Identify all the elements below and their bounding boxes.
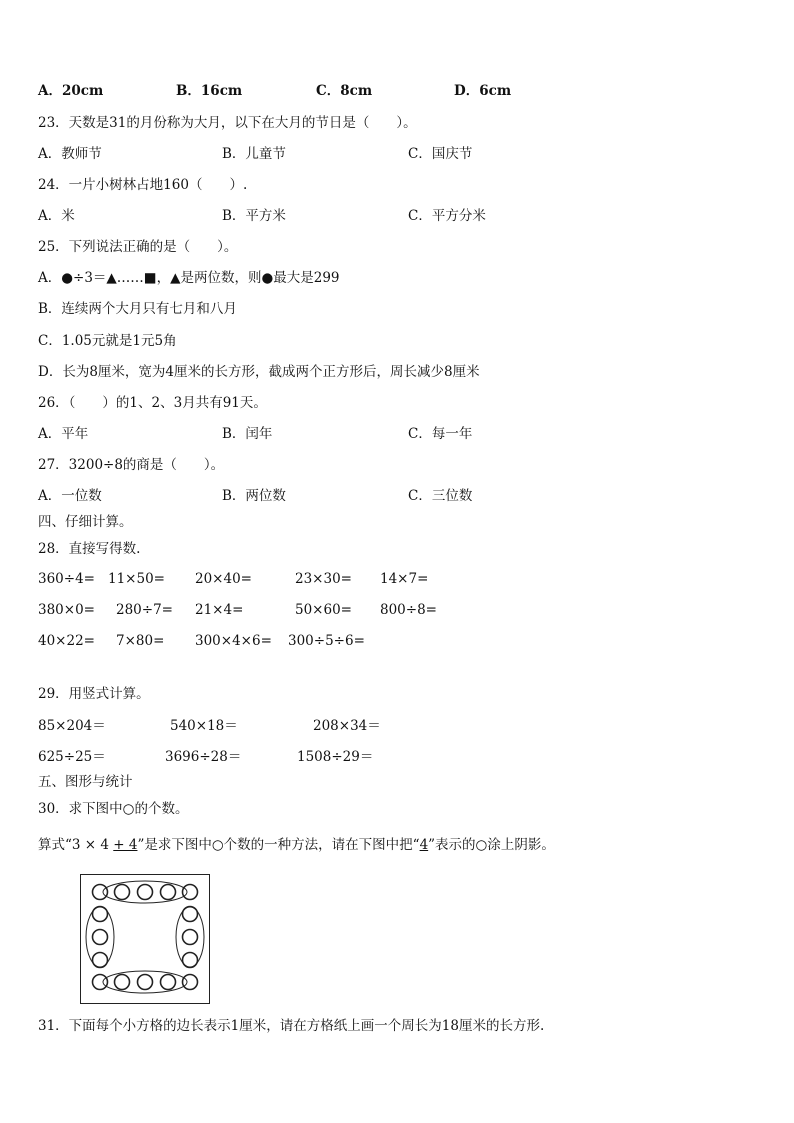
q28-item: 50×60= <box>295 602 352 618</box>
q29-item: 85×204＝ <box>38 718 106 734</box>
circle <box>161 885 176 900</box>
q26-option-a: A．平年 <box>38 426 89 442</box>
q22-option-b: B．16cm <box>176 83 243 99</box>
circle <box>183 975 198 990</box>
q28-item: 380×0= <box>38 602 95 618</box>
q26-stem: 26．（ ）的1、2、3月共有91天。 <box>38 395 267 411</box>
circle <box>183 907 198 922</box>
q27-stem: 27．3200÷8的商是（ ）。 <box>38 457 225 473</box>
circle <box>161 975 176 990</box>
q23-option-a: A．教师节 <box>38 146 102 162</box>
q27-option-a: A．一位数 <box>38 488 102 504</box>
q30-instruction-part-c: ”表示的○涂上阴影。 <box>428 837 555 853</box>
group-ellipse-left <box>86 907 114 967</box>
q23-option-c: C．国庆节 <box>408 146 473 162</box>
q28-item: 40×22= <box>38 633 95 649</box>
q22-option-d: D．6cm <box>454 83 512 99</box>
q29-item: 208×34＝ <box>313 718 381 734</box>
q30-stem: 30．求下图中○的个数。 <box>38 801 189 817</box>
circle <box>183 930 198 945</box>
q25-stem: 25．下列说法正确的是（ ）。 <box>38 239 238 255</box>
q28-item: 360÷4= <box>38 571 95 587</box>
q23-option-b: B．儿童节 <box>222 146 286 162</box>
q30-instruction-plus: + 4 <box>113 837 138 853</box>
circle <box>115 885 130 900</box>
q29-item: 1508÷29＝ <box>297 749 374 765</box>
circle <box>183 885 198 900</box>
circle <box>93 885 108 900</box>
q24-option-b: B．平方米 <box>222 208 286 224</box>
q25-option-a: A．●÷3＝▲……■，▲是两位数，则●最大是299 <box>38 270 340 286</box>
q28-item: 14×7= <box>380 571 429 587</box>
q30-instruction-part-a: 算式“3 × 4 <box>38 837 114 853</box>
q29-stem: 29．用竖式计算。 <box>38 686 150 702</box>
circle <box>183 953 198 968</box>
q30-instruction-four: 4 <box>419 837 429 853</box>
q26-option-c: C．每一年 <box>408 426 473 442</box>
q28-item: 11×50= <box>108 571 165 587</box>
q30-instruction <box>38 836 555 854</box>
circle-grid-svg <box>80 874 210 1004</box>
q22-option-c: C．8cm <box>316 83 373 99</box>
q28-item: 23×30= <box>295 571 352 587</box>
circle <box>115 975 130 990</box>
q28-item: 300÷5÷6= <box>288 633 365 649</box>
q28-item: 280÷7= <box>116 602 173 618</box>
q29-item: 625÷25＝ <box>38 749 106 765</box>
circle <box>93 975 108 990</box>
q30-instruction-part-b: ”是求下图中○个数的一种方法，请在下图中把“ <box>137 837 420 853</box>
q24-option-c: C．平方分米 <box>408 208 486 224</box>
section-4-heading: 四、仔细计算。 <box>38 514 133 530</box>
section-5-heading: 五、图形与统计 <box>38 774 133 790</box>
q24-option-a: A．米 <box>38 208 75 224</box>
q28-item: 7×80= <box>116 633 165 649</box>
q24-stem: 24．一片小树林占地160（ ）. <box>38 177 248 193</box>
circle <box>93 907 108 922</box>
q25-option-c: C．1.05元就是1元5角 <box>38 333 177 349</box>
circle <box>138 975 153 990</box>
circle <box>93 953 108 968</box>
q26-option-b: B．闰年 <box>222 426 273 442</box>
q25-option-d: D．长为8厘米，宽为4厘米的长方形，截成两个正方形后，周长减少8厘米 <box>38 364 480 380</box>
q28-item: 300×4×6= <box>195 633 272 649</box>
circle <box>93 930 108 945</box>
q22-option-a: A．20cm <box>38 83 104 99</box>
figure-frame <box>81 875 210 1004</box>
q29-item: 3696÷28＝ <box>165 749 242 765</box>
q25-option-b: B．连续两个大月只有七月和八月 <box>38 301 237 317</box>
q31-stem: 31．下面每个小方格的边长表示1厘米，请在方格纸上画一个周长为18厘米的长方形. <box>38 1018 545 1034</box>
q27-option-b: B．两位数 <box>222 488 286 504</box>
q28-item: 21×4= <box>195 602 244 618</box>
q28-item: 20×40= <box>195 571 252 587</box>
q28-item: 800÷8= <box>380 602 437 618</box>
q29-item: 540×18＝ <box>170 718 238 734</box>
q27-option-c: C．三位数 <box>408 488 473 504</box>
q28-stem: 28．直接写得数. <box>38 541 141 557</box>
circle <box>138 885 153 900</box>
circle-grid-figure <box>80 874 210 1004</box>
q23-stem: 23．天数是31的月份称为大月，以下在大月的节日是（ ）。 <box>38 115 417 131</box>
group-ellipse-right <box>176 907 204 967</box>
